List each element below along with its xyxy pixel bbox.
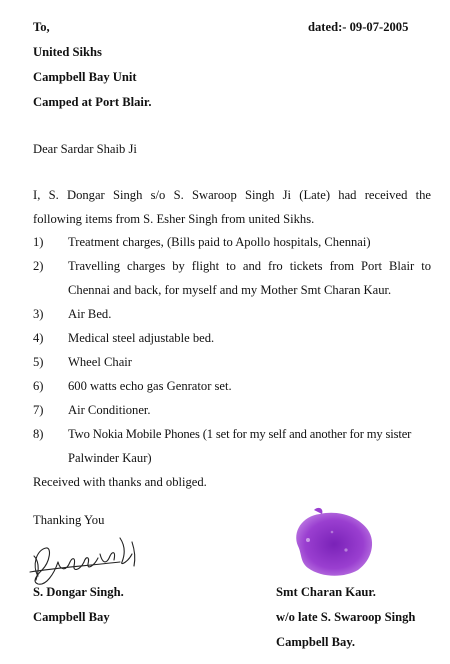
signatory-right-name: Smt Charan Kaur. (276, 585, 376, 599)
intro-line-1: I, S. Dongar Singh s/o S. Swaroop Singh Ji (Late) had received the (33, 188, 431, 202)
thumb-impression (288, 506, 376, 580)
signatory-right-place: Campbell Bay. (276, 635, 356, 649)
recipient-line-2: Campbell Bay Unit (33, 70, 137, 84)
list-item: Treatment charges, (Bills paid to Apollo hospitals, Chennai) (68, 235, 371, 249)
signatory-left-place: Campbell Bay (33, 610, 110, 624)
list-item: Air Conditioner. (68, 403, 151, 417)
list-item: Travelling charges by flight to and fro tickets from Port Blair to (68, 259, 431, 273)
item-number: 6) (33, 379, 44, 393)
intro-line-2: following items from S. Esher Singh from united Sikhs. (33, 212, 315, 226)
item-number: 2) (33, 259, 44, 273)
item-number: 5) (33, 355, 44, 369)
closing-line: Received with thanks and obliged. (33, 475, 207, 489)
to-label: To, (33, 20, 50, 34)
letter-date: dated:- 09-07-2005 (308, 20, 409, 34)
item-number: 8) (33, 427, 44, 441)
list-item: Air Bed. (68, 307, 112, 321)
recipient-line-1: United Sikhs (33, 45, 102, 59)
list-item: Two Nokia Mobile Phones (1 set for my self and another for my sister (68, 427, 412, 441)
list-item: 600 watts echo gas Genrator set. (68, 379, 232, 393)
list-item: Medical steel adjustable bed. (68, 331, 215, 345)
list-item-continued: Palwinder Kaur) (68, 451, 152, 465)
item-number: 1) (33, 235, 44, 249)
intro-paragraph (33, 183, 431, 231)
list-item: Wheel Chair (68, 355, 132, 369)
signatory-right-relation: w/o late S. Swaroop Singh (276, 610, 416, 624)
recipient-line-3: Camped at Port Blair. (33, 95, 152, 109)
thanking-line: Thanking You (33, 513, 105, 527)
item-number: 4) (33, 331, 44, 345)
signatory-left-name: S. Dongar Singh. (33, 585, 124, 599)
item-number: 7) (33, 403, 44, 417)
item-number: 3) (33, 307, 44, 321)
list-item-continued: Chennai and back, for myself and my Mother Smt Charan Kaur. (68, 283, 392, 297)
greeting: Dear Sardar Shaib Ji (33, 142, 137, 156)
